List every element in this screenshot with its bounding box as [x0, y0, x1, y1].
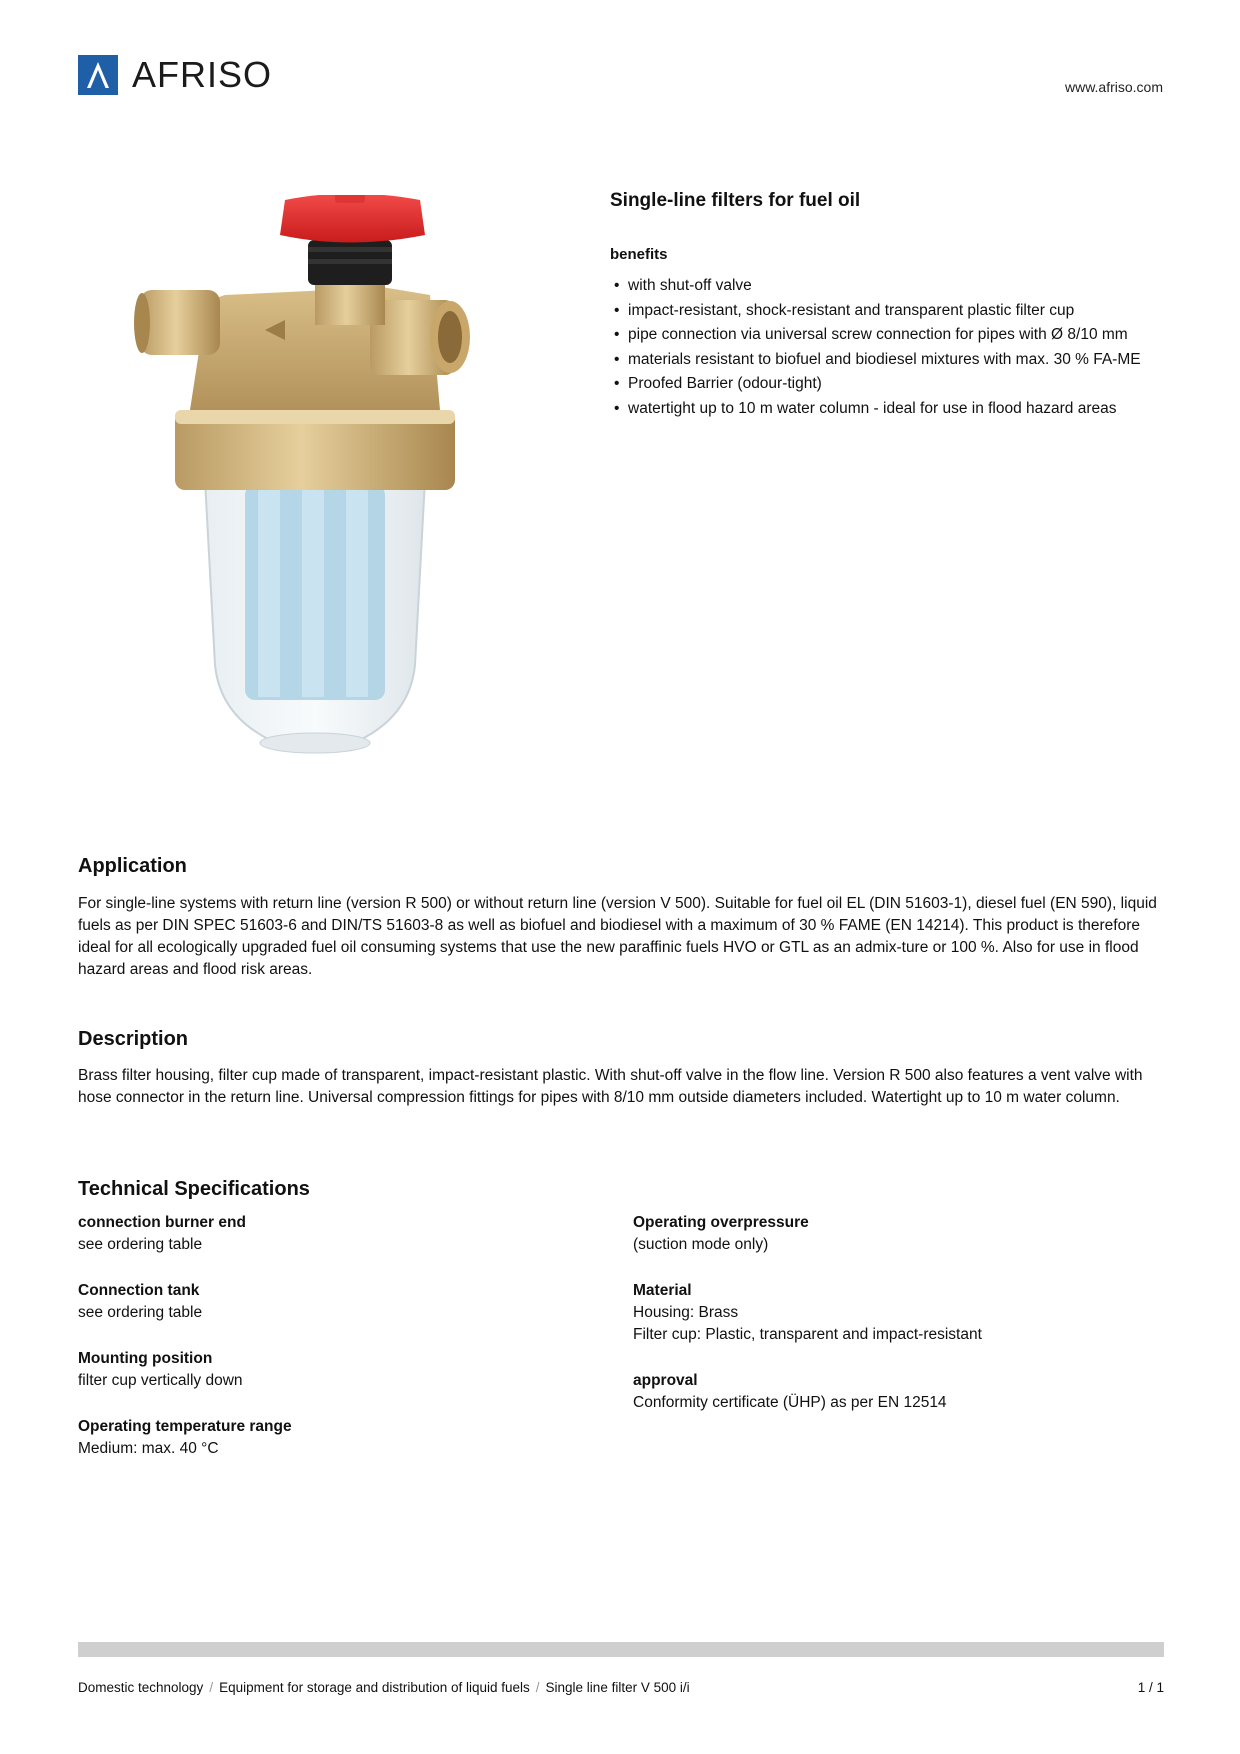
specs-heading: Technical Specifications [78, 1178, 310, 1200]
spec-label: Mounting position [78, 1350, 213, 1367]
spec-label: Connection tank [78, 1282, 200, 1299]
description-heading: Description [78, 1028, 189, 1050]
breadcrumb-separator: / [209, 1680, 214, 1695]
benefits-heading: benefits [610, 246, 668, 263]
spec-operating-temperature [78, 1416, 598, 1460]
spec-value: Medium: max. 40 °C [78, 1440, 219, 1457]
spec-label: approval [633, 1372, 698, 1389]
product-image [130, 195, 560, 785]
product-title: Single-line filters for fuel oil [610, 190, 861, 211]
benefit-item: • impact-resistant, shock-resistant and transparent plastic filter cup [614, 301, 1174, 322]
breadcrumb-item[interactable]: Single line filter V 500 i/i [545, 1680, 690, 1695]
benefit-item: • watertight up to 10 m water column - ideal for use in flood hazard areas [614, 399, 1174, 420]
benefit-item: • materials resistant to biofuel and biodiesel mixtures with max. 30 % FA-ME [614, 350, 1174, 371]
spec-label: Operating overpressure [633, 1214, 809, 1231]
spec-connection-burner-end [78, 1212, 598, 1256]
spec-approval [633, 1370, 1153, 1414]
breadcrumb-separator: / [535, 1680, 540, 1695]
benefit-item: • with shut-off valve [614, 276, 1174, 297]
description-text: Brass filter housing, filter cup made of transparent, impact-resistant plastic. With shut-off valve in the flow line. Version R 500 also features a vent valve with hose connector in the return line. Universal compression fittings for pipes with 8/10 mm outside diameters included. Watertight up to 10 m water column. [78, 1067, 1143, 1106]
application-heading: Application [78, 855, 187, 877]
brand-name: AFRISO [132, 54, 273, 95]
page-number: 1 / 1 [1137, 1680, 1164, 1695]
spec-value: Filter cup: Plastic, transparent and impact-resistant [633, 1326, 982, 1343]
footer-divider [78, 1642, 1164, 1657]
spec-connection-tank [78, 1280, 598, 1324]
spec-value: Conformity certificate (ÜHP) as per EN 12514 [633, 1394, 947, 1411]
benefit-item: • Proofed Barrier (odour-tight) [614, 374, 1174, 395]
spec-mounting-position [78, 1348, 598, 1392]
website-url[interactable]: www.afriso.com [1064, 79, 1163, 95]
breadcrumb-item[interactable]: Equipment for storage and distribution of liquid fuels [219, 1680, 530, 1695]
spec-value: (suction mode only) [633, 1236, 769, 1253]
application-text: For single-line systems with return line (version R 500) or without return line (version V 500). Suitable for fuel oil EL (DIN 51603-1), diesel fuel (EN 590), liquid fuels as per DIN SPEC 51603-6 and DIN/TS 51603-8 as well as biofuel and biodiesel with a maximum of 30 % FAME (EN 14214). This product is therefore ideal for all ecologically upgraded fuel oil consuming systems that use the new paraffinic fuels HVO or GTL as an admix-ture or 100 %. Also for use in flood hazard areas and flood risk areas. [78, 895, 1157, 978]
spec-value: filter cup vertically down [78, 1372, 243, 1389]
spec-label: connection burner end [78, 1214, 246, 1231]
spec-value: Housing: Brass [633, 1304, 739, 1321]
spec-material [633, 1280, 1153, 1346]
breadcrumb [78, 1680, 690, 1695]
benefit-item: • pipe connection via universal screw connection for pipes with Ø 8/10 mm [614, 325, 1174, 346]
benefits-list [614, 276, 1174, 423]
brand-logo [78, 55, 272, 95]
breadcrumb-item[interactable]: Domestic technology [78, 1680, 204, 1695]
spec-value: see ordering table [78, 1304, 203, 1321]
spec-operating-overpressure [633, 1212, 1153, 1256]
spec-label: Material [633, 1282, 692, 1299]
spec-label: Operating temperature range [78, 1418, 292, 1435]
spec-value: see ordering table [78, 1236, 203, 1253]
afriso-logo-icon [78, 55, 118, 95]
